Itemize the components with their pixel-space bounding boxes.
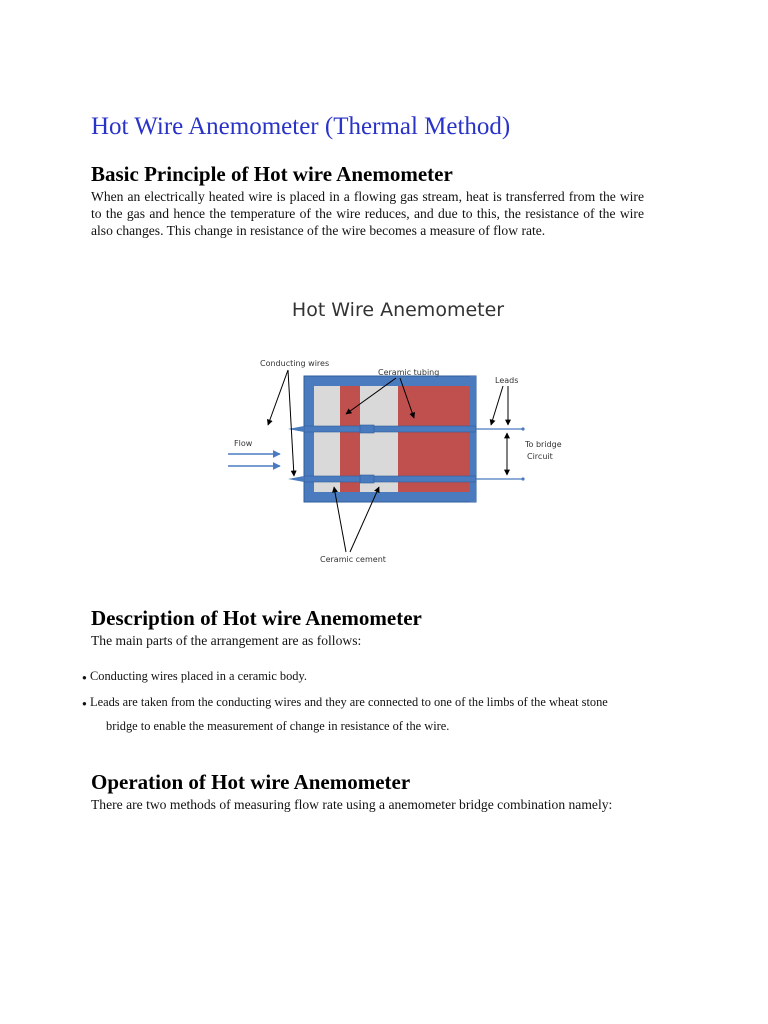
flow-arrows (228, 454, 280, 466)
label-ceramic-tubing: Ceramic tubing (378, 368, 440, 377)
hot-wire-anemometer-diagram (218, 290, 578, 575)
section-heading-description: Description of Hot wire Anemometer (91, 606, 422, 630)
description-intro: The main parts of the arrangement are as follows: (91, 633, 362, 648)
label-circuit: Circuit (527, 452, 553, 461)
section-heading-basic-principle: Basic Principle of Hot wire Anemometer (91, 162, 453, 186)
bullet-item-leads-line1: Leads are taken from the conducting wires and they are connected to one of the limbs of the wheat stone (90, 695, 608, 709)
document-title: Hot Wire Anemometer (Thermal Method) (91, 113, 511, 140)
operation-paragraph: There are two methods of measuring flow rate using a anemometer bridge combination namely: (91, 797, 613, 812)
basic-principle-paragraph: When an electrically heated wire is placed in a flowing gas stream, heat is transferred from the wire to the gas and hence the temperature of the wire reduces, and due to this, the resistance of the wire also changes. This change in resistance of the wire becomes a measure of flow rate. (91, 189, 644, 238)
label-leads: Leads (495, 376, 519, 385)
conducting-wire-bottom (288, 475, 525, 483)
section-heading-operation: Operation of Hot wire Anemometer (91, 770, 411, 794)
conducting-wires-pointers (268, 370, 294, 476)
diagram-title: Hot Wire Anemometer (291, 299, 505, 321)
bullet-item-leads-line2: bridge to enable the measurement of change in resistance of the wire. (106, 719, 450, 733)
leads-pointers (491, 386, 508, 475)
bullet-marker-1: ● (82, 673, 87, 682)
label-flow: Flow (234, 439, 253, 448)
bullet-item-conducting-wires: Conducting wires placed in a ceramic body. (90, 669, 307, 683)
frame-right-edge (470, 376, 476, 502)
conducting-wire-top (288, 425, 525, 433)
label-conducting-wires: Conducting wires (260, 359, 330, 368)
label-to-bridge: To bridge (525, 440, 562, 449)
label-ceramic-cement: Ceramic cement (320, 555, 386, 564)
bullet-marker-2: ● (82, 699, 87, 708)
